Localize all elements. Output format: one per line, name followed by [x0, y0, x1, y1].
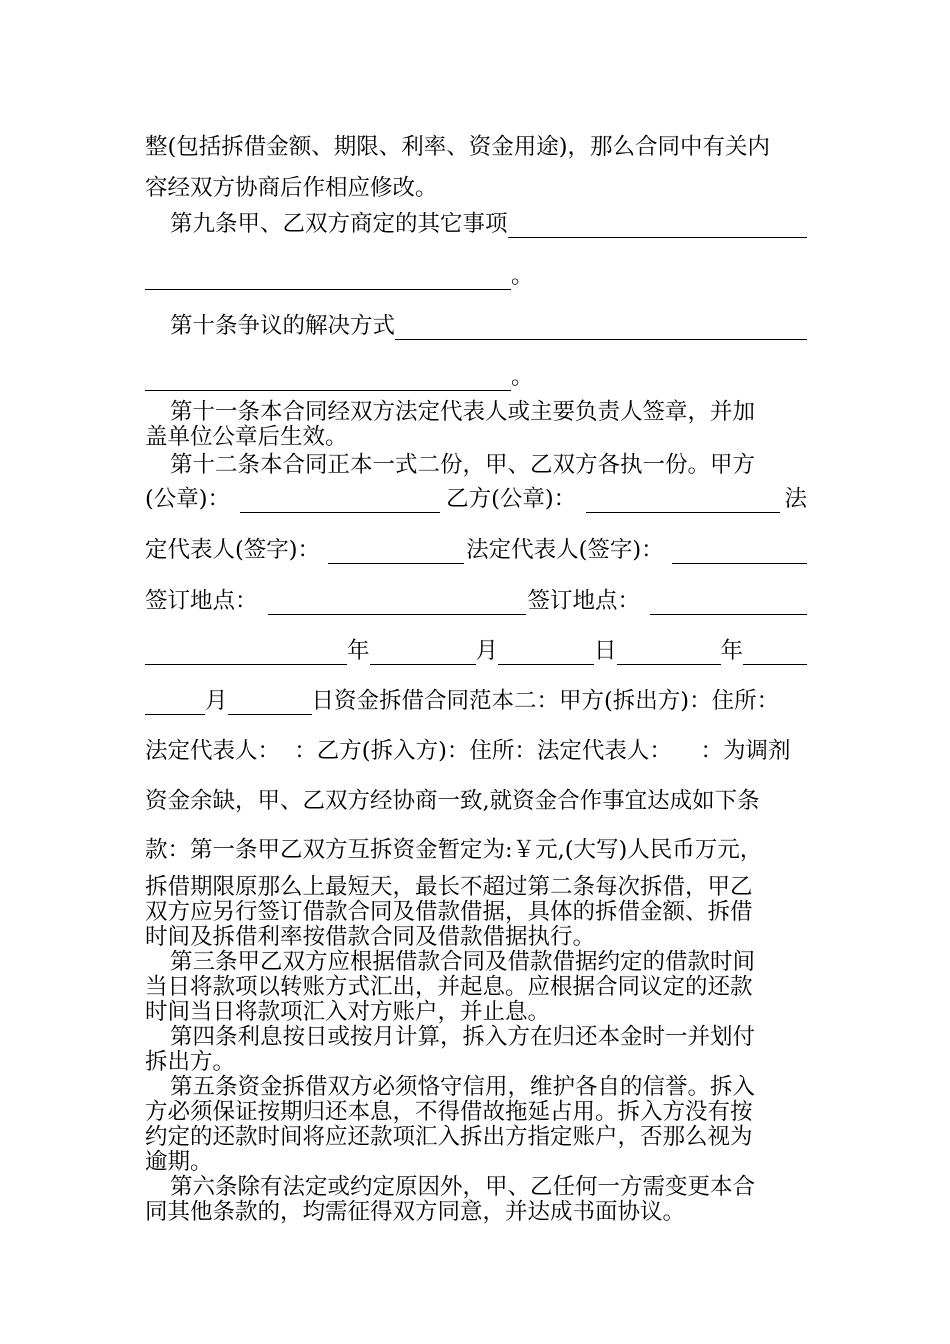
line-text: 款：第一条甲乙双方互拆资金暂定为:￥元,(大写)人民币万元，	[145, 837, 763, 863]
line-text: 同其他条款的，均需征得双方同意，并达成书面协议。	[145, 1199, 686, 1225]
blank-field	[268, 592, 526, 615]
article-5-line	[170, 1073, 807, 1101]
line-text: 定代表人(签字)：	[145, 537, 321, 563]
blank-field	[650, 592, 807, 615]
line-text: 时间当日将款项汇入对方账户，并止息。	[145, 999, 551, 1025]
text-line	[145, 262, 807, 290]
representative-line	[145, 536, 807, 564]
line-text: 第十条争议的解决方式	[170, 313, 396, 339]
blank-field	[228, 692, 312, 715]
line-text: 日资金拆借合同范本二：甲方(拆出方)：住所：	[311, 688, 780, 714]
text-line	[145, 973, 807, 1001]
line-text: 年	[347, 638, 370, 664]
line-text: 日	[594, 638, 617, 664]
article-6-line	[170, 1173, 807, 1201]
line-text: 第六条除有法定或约定原因外，甲、乙任何一方需变更本合	[170, 1174, 756, 1200]
line-text: 法定代表人： ：乙方(拆入方)：住所：法定代表人： ：为调剂	[145, 738, 791, 764]
text-line	[145, 133, 807, 161]
line-text: 年	[720, 638, 744, 664]
blank-field	[145, 642, 347, 665]
blank-field	[743, 642, 807, 665]
text-line	[145, 423, 807, 451]
line-text: 。	[511, 364, 534, 390]
blank-field	[672, 541, 807, 564]
line-text: 第三条甲乙双方应根据借款合同及借款借据约定的借款时间	[170, 949, 756, 975]
article-9-line	[170, 210, 807, 238]
text-line	[145, 923, 807, 951]
text-line	[145, 787, 807, 815]
date-line	[145, 637, 807, 665]
line-text: 第十一条本合同经双方法定代表人或主要负责人签章，并加	[170, 399, 756, 425]
line-text: 逾期。	[145, 1149, 213, 1175]
place-line	[145, 587, 807, 615]
text-line	[145, 998, 807, 1026]
line-text: 资金余缺，甲、乙双方经协商一致,就资金合作事宜达成如下条	[145, 788, 760, 814]
line-text: 容经双方协商后作相应修改。	[145, 175, 438, 201]
blank-field	[498, 642, 594, 665]
line-text: 整(包括拆借金额、期限、利率、资金用途)，那么合同中有关内	[145, 134, 771, 160]
line-text: 签订地点：	[527, 588, 641, 614]
line-text: 月	[475, 638, 499, 664]
article-11-line	[170, 398, 807, 426]
article-12-line	[170, 451, 807, 479]
text-line	[145, 737, 807, 765]
blank-field	[240, 490, 440, 513]
blank-field	[370, 642, 476, 665]
blank-field	[145, 267, 511, 290]
line-text: 拆出方。	[145, 1049, 236, 1075]
text-line	[145, 1148, 807, 1176]
line-text: 双方应另行签订借款合同及借款借据，具体的拆借金额、拆借	[145, 899, 753, 925]
date-line-2	[145, 687, 807, 715]
line-text: 时间及拆借利率按借款合同及借款借据执行。	[145, 924, 596, 950]
line-text: 月	[205, 688, 228, 714]
line-text: 第九条甲、乙双方商定的其它事项	[170, 211, 508, 237]
line-text: 乙方(公章)：	[446, 486, 577, 512]
text-line	[145, 1123, 807, 1151]
text-line	[145, 363, 807, 391]
text-line	[145, 873, 807, 901]
blank-field	[328, 541, 464, 564]
blank-field	[617, 642, 721, 665]
seal-line	[145, 485, 807, 513]
text-line	[145, 1048, 807, 1076]
line-text: 当日将款项以转账方式汇出，并起息。应根据合同议定的还款	[145, 974, 753, 1000]
article-4-line	[170, 1023, 807, 1051]
line-text: (公章)：	[145, 486, 231, 512]
text-line	[145, 836, 807, 864]
text-line	[145, 174, 807, 202]
blank-field	[508, 215, 807, 238]
line-text: 。	[511, 263, 534, 289]
text-line	[145, 1198, 807, 1226]
text-line	[145, 1098, 807, 1126]
line-text: 第五条资金拆借双方必须恪守信用，维护各自的信誉。拆入	[170, 1074, 756, 1100]
article-3-line	[170, 948, 807, 976]
blank-field	[145, 692, 205, 715]
line-text: 拆借期限原那么上最短天，最长不超过第二条每次拆借，甲乙	[145, 874, 753, 900]
blank-field	[145, 368, 511, 391]
blank-field	[395, 317, 807, 340]
line-text: 约定的还款时间将应还款项汇入拆出方指定账户，否那么视为	[145, 1124, 753, 1150]
text-line	[145, 898, 807, 926]
line-text: 签订地点：	[145, 588, 258, 614]
blank-field	[586, 490, 780, 513]
line-text: 第四条利息按日或按月计算，拆入方在归还本金时一并划付	[170, 1024, 756, 1050]
line-text: 第十二条本合同正本一式二份，甲、乙双方各执一份。甲方	[170, 452, 756, 478]
article-10-line	[170, 312, 807, 340]
line-text: 法	[784, 486, 807, 512]
line-text: 方必须保证按期归还本息，不得借故拖延占用。拆入方没有按	[145, 1099, 753, 1125]
line-text: 盖单位公章后生效。	[145, 424, 348, 450]
line-text: 法定代表人(签字)：	[466, 537, 664, 563]
